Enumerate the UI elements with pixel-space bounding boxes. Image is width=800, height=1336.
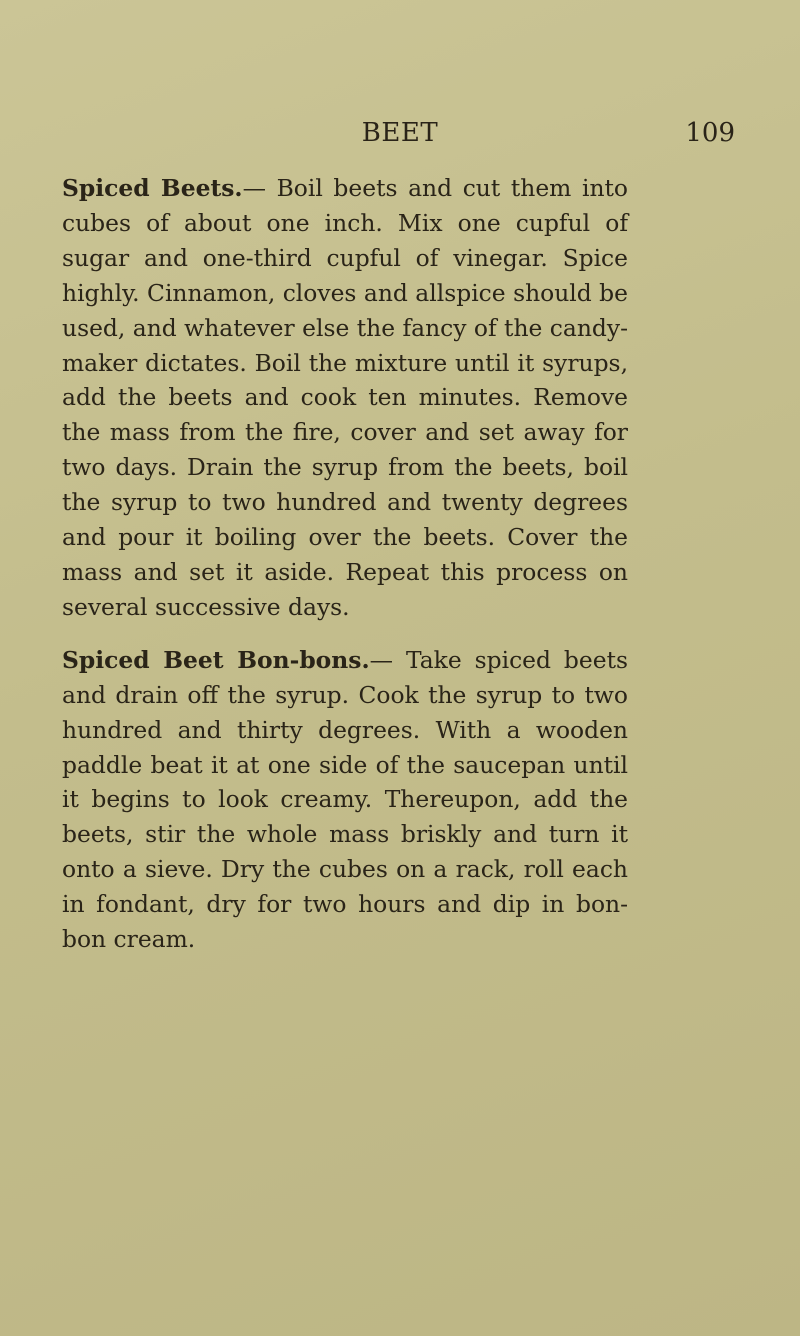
page-number: 109	[685, 118, 735, 148]
recipe-spiced-beets	[62, 171, 628, 625]
recipe-spiced-beet-bon-bons	[62, 643, 628, 957]
recipe-text: Take spiced beets and drain off the syrup. Cook the syrup to two hundred and thirty degrees. With a wooden paddle beat it at one side of the saucepan until it begins to look creamy. Thereupon, add the beets, stir the whole mass briskly and turn it onto a sieve. Dry the cubes on a rack, roll each in fondant, dry for two hours and dip in bon-bon cream.	[62, 645, 628, 954]
recipe-title: Spiced Beet Bon-bons.	[62, 645, 370, 674]
title-dash: —	[369, 645, 406, 674]
title-dash: —	[242, 174, 277, 202]
recipe-text: Boil beets and cut them into cubes of about one inch. Mix one cupful of sugar and one-third cupful of vinegar. Spice highly. Cinnamon, cloves and allspice should be used, and whatever else the fancy of the candy-maker dictates. Boil the mixture until it syrups, add the beets and cook ten minutes. Remove the mass from the fire, cover and set away for two days. Drain the syrup from the beets, boil the syrup to two hundred and twenty degrees and pour it boiling over the beets. Cover the mass and set it aside. Repeat this process on several successive days.	[62, 174, 629, 621]
running-title: BEET	[361, 118, 439, 148]
page-body	[62, 171, 628, 957]
running-head	[62, 118, 738, 158]
recipe-title: Spiced Beets.	[62, 174, 243, 202]
